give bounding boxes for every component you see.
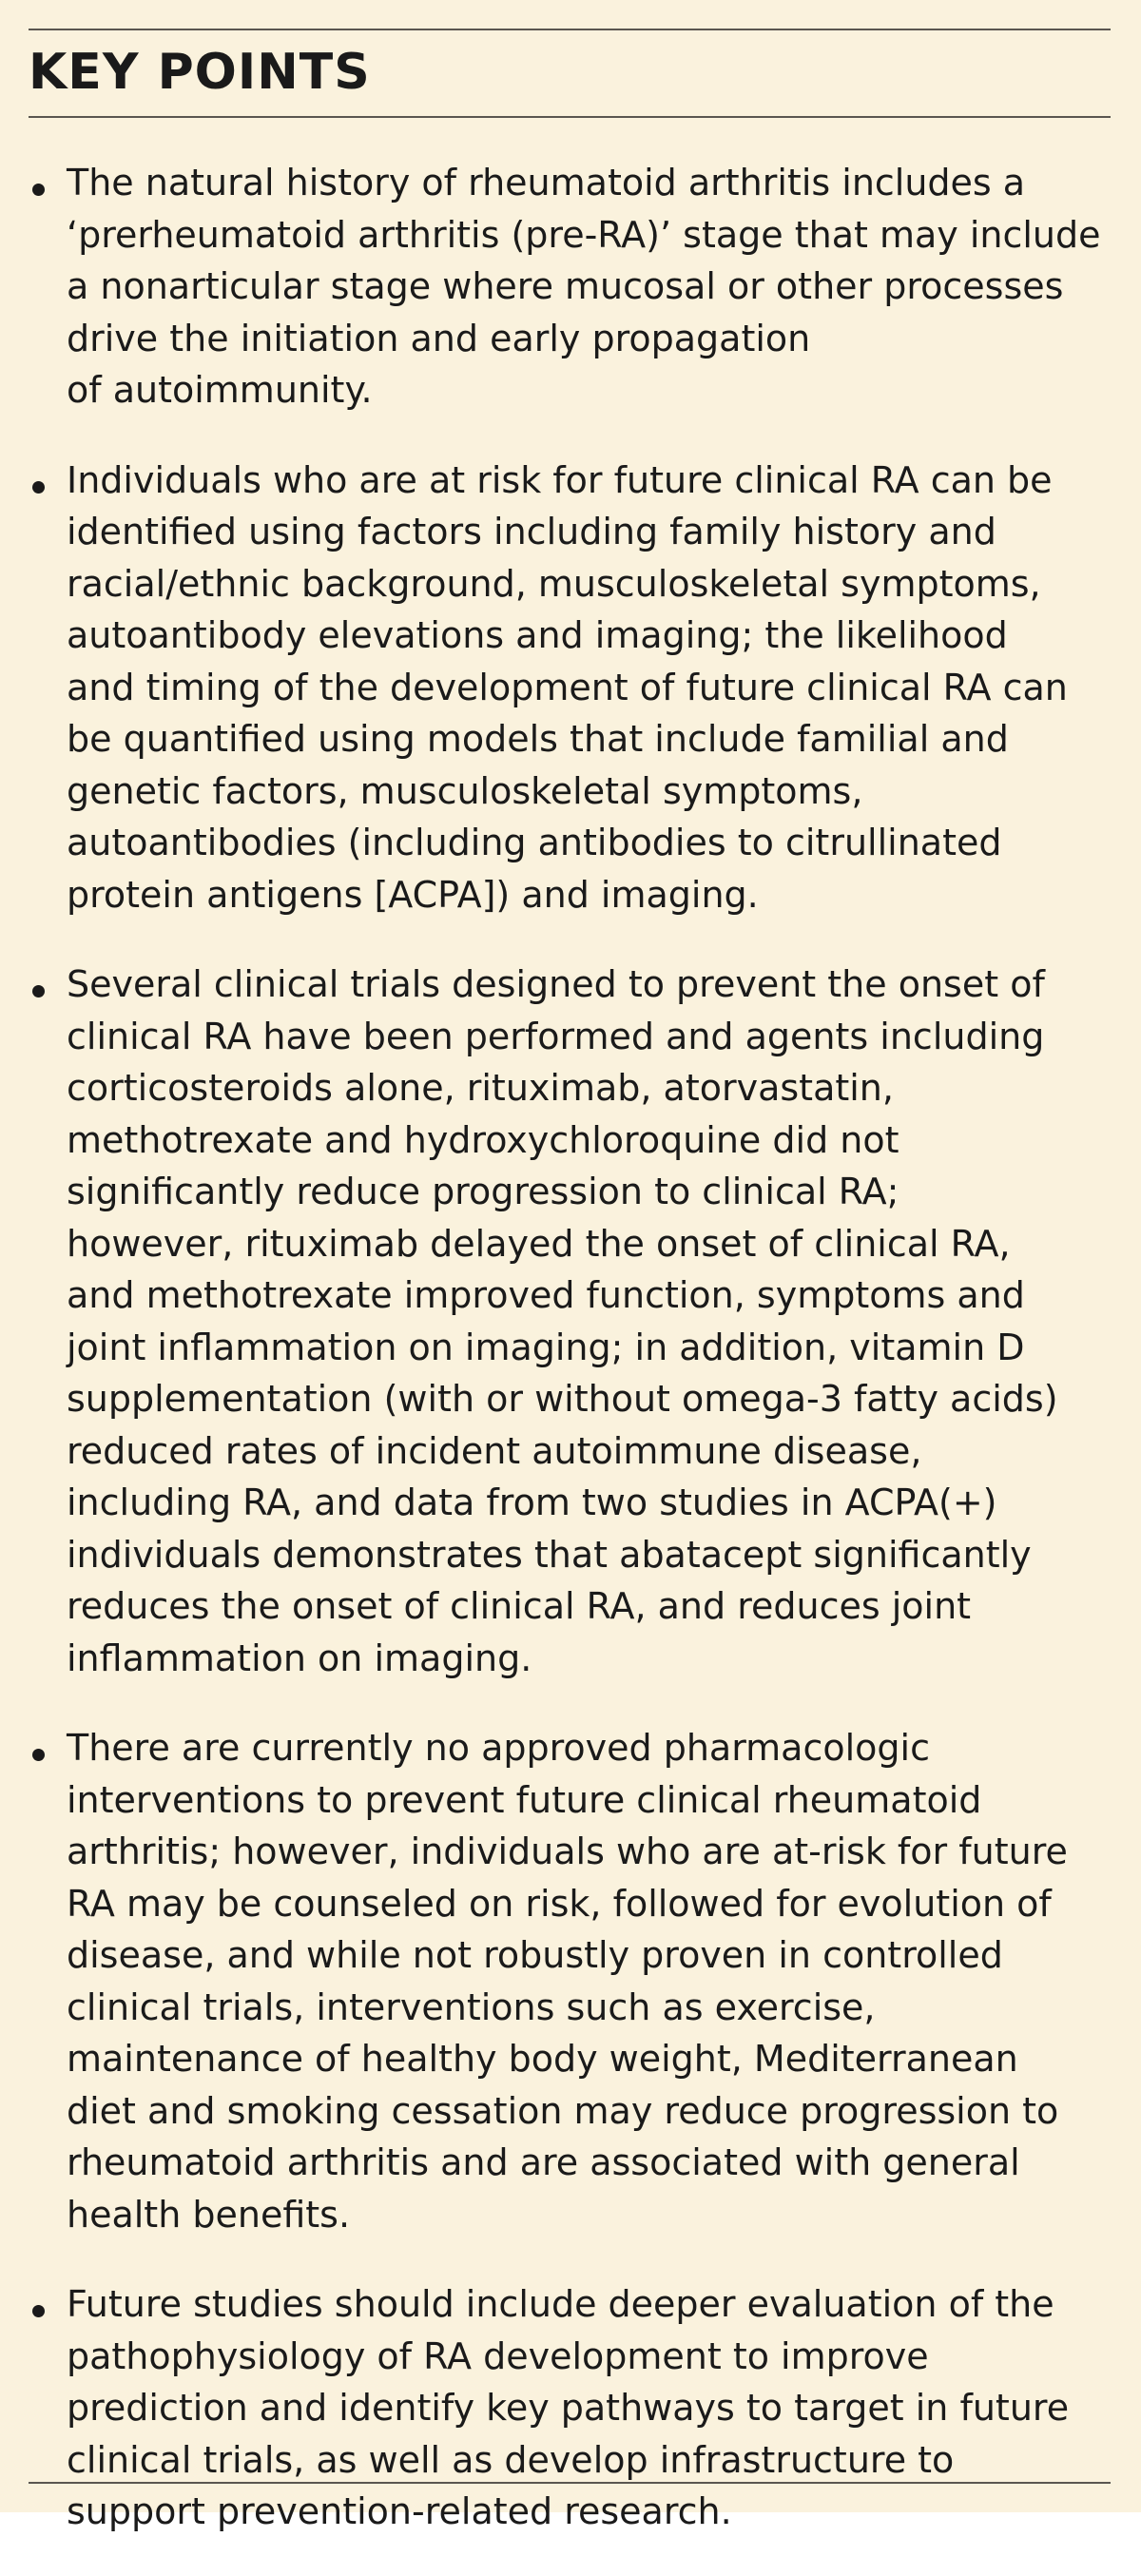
key-point-4 [0,1722,1141,2240]
title-divider [29,116,1111,118]
bottom-divider [29,2482,1111,2484]
key-point-text: There are currently no approved pharmacologic interventions to prevent future clinical rheumatoid arthritis; however, individuals who are at-risk for future RA may be counseled on risk, followed for evolution of disease, and while not robustly proven in controlled clinical trials, interventions such as exercise, maintenance of healthy body weight, Mediterranean diet and smoking cessation may reduce progression to rheumatoid arthritis and are associated with general health benefits. [67,1727,1068,2236]
bullet-icon [32,184,45,196]
key-point-5 [0,2278,1141,2538]
key-point-text: Individuals who are at risk for future clinical RA can be identified using factors including family history and racial/ethnic background, musculoskeletal symptoms, autoantibody elevations and imaging; the likelihood and timing of the development of future clinical RA can be quantified using models that include familial and genetic factors, musculoskeletal symptoms, autoantibodies (including antibodies to citrullinated protein antigens [ACPA]) and imaging. [67,458,1068,916]
key-point-text: The natural history of rheumatoid arthritis includes a ‘prerheumatoid arthritis (pre-RA)’ stage that may include a nonarticular stage where mucosal or other processes drive the initiation and early propagation of autoimmunity. [67,162,1101,411]
key-point-text: Several clinical trials designed to prevent the onset of clinical RA have been performed and agents including corticosteroids alone, rituximab, atorvastatin, methotrexate and hydroxychloroquine did not significantly reduce progression to clinical RA; however, rituximab delayed the onset of clinical RA, and methotrexate improved function, symptoms and joint inflammation on imaging; in addition, vitamin D supplementation (with or without omega-3 fatty acids) reduced rates of incident autoimmune disease, including RA, and data from two studies in ACPA(+) individuals demonstrates that abatacept significantly reduces the onset of clinical RA, and reduces joint inflammation on imaging. [67,963,1058,1679]
bullet-icon [32,1749,45,1761]
key-point-text: Future studies should include deeper evaluation of the pathophysiology of RA development to improve prediction and identify key pathways to target in future clinical trials, as well as develop infrastructure to support prevention-related research. [67,2283,1070,2532]
bullet-icon [32,481,45,494]
top-divider [29,29,1111,30]
key-point-1 [0,157,1141,416]
bullet-icon [32,985,45,997]
key-points-list [0,157,1141,2576]
key-point-2 [0,455,1141,921]
bullet-icon [32,2305,45,2317]
key-point-3 [0,959,1141,1684]
key-points-title: KEY POINTS [29,44,371,101]
